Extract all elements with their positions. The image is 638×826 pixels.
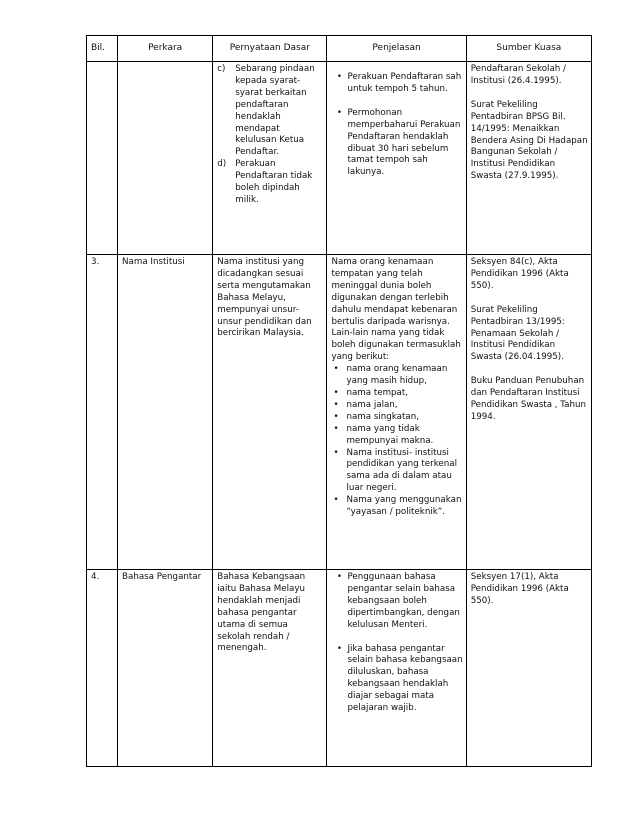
bullet-icon: • <box>333 411 339 422</box>
item-text: Nama institusi- institusi pendidikan yang terkenal sama ada di dalam atau luar negeri. <box>346 447 458 494</box>
cell-bil <box>87 62 118 255</box>
list-item <box>331 424 462 448</box>
cell-bil: 3. <box>87 255 118 570</box>
bullet-icon: • <box>333 423 339 434</box>
header-sumber-kuasa: Sumber Kuasa <box>466 36 591 62</box>
paragraph: Pendaftaran Sekolah / Institusi (26.4.1995). <box>470 64 566 86</box>
item-text: Permohonan memperbaharui Perakuan Pendaftaran hendaklah dibuat 30 hari sebelum tamat tempoh sah lakunya. <box>347 107 461 178</box>
cell-bil: 4. <box>87 570 118 767</box>
cell-sumber <box>466 255 591 570</box>
paragraph: Nama orang kenamaan tempatan yang telah meninggal dunia boleh digunakan dengan terlebih dahulu mendapat kebenaran bertulis daripada warisnya. Lain-lain nama yang tidak boleh digunakan termasuklah yang berikut: <box>331 257 461 363</box>
item-text: nama singkatan, <box>346 411 419 422</box>
list-item <box>331 572 462 632</box>
item-text: Perakuan Pendaftaran sah untuk tempoh 5 tahun. <box>347 72 462 94</box>
header-row <box>87 36 592 62</box>
bullet-icon: • <box>336 643 343 654</box>
bullet-icon: • <box>333 495 339 506</box>
paragraph: Surat Pekeliling Pentadbiran 13/1995: Penamaan Sekolah / Institusi Pendidikan Swasta (26.04.1995). <box>470 304 565 363</box>
cell-pernyataan <box>213 62 327 255</box>
bullet-list <box>331 364 462 519</box>
cell-penjelasan <box>327 62 466 255</box>
item-text: Nama yang menggunakan “yayasan / politeknik”. <box>346 495 462 518</box>
header-pernyataan-dasar: Pernyataan Dasar <box>213 36 327 62</box>
item-marker: c) <box>217 64 226 74</box>
policy-table <box>86 35 592 767</box>
item-text: Sebarang pindaan kepada syarat-syarat berkaitan pendaftaran hendaklah mendapat kelulusan Ketua Pendaftar. <box>235 64 315 158</box>
paragraph: Buku Panduan Penubuhan dan Pendaftaran Institusi Pendidikan Swasta , Tahun 1994. <box>470 376 587 422</box>
item-text: Jika bahasa pengantar selain bahasa kebangsaan diluluskan, bahasa kebangsaan hendaklah diajar sebagai mata pelajaran wajib. <box>347 643 463 714</box>
bullet-icon: • <box>333 364 339 375</box>
item-marker: d) <box>217 159 227 170</box>
item-text: nama orang kenamaan yang masih hidup, <box>346 364 448 387</box>
item-text: nama yang tidak mempunyai makna. <box>346 423 434 446</box>
list-item <box>331 72 462 96</box>
list-item <box>331 644 462 715</box>
bullet-list <box>331 572 462 715</box>
cell-sumber <box>466 62 591 255</box>
cell-perkara: Bahasa Pengantar <box>118 570 213 767</box>
item-text: nama jalan, <box>346 399 398 410</box>
list-item <box>331 448 462 496</box>
table-row <box>87 570 592 767</box>
bullet-icon: • <box>333 387 339 398</box>
list-item <box>331 400 462 412</box>
list-item <box>331 495 462 519</box>
paragraph: Seksyen 84(c), Akta Pendidikan 1996 (Akta 550). <box>470 257 569 291</box>
list-item <box>331 388 462 400</box>
cell-perkara: Nama Institusi <box>118 255 213 570</box>
table-row <box>87 255 592 570</box>
list-item <box>331 364 462 388</box>
cell-perkara <box>118 62 213 255</box>
item-text: Penggunaan bahasa pengantar selain bahasa kebangsaan boleh dipertimbangkan, dengan kelulusan Menteri. <box>347 572 460 630</box>
header-penjelasan: Penjelasan <box>327 36 466 62</box>
bullet-icon: • <box>333 399 339 410</box>
list-item <box>331 108 462 179</box>
bullet-icon: • <box>336 572 343 582</box>
table-row <box>87 62 592 255</box>
item-text: nama tempat, <box>346 387 409 398</box>
list-item <box>217 64 323 159</box>
item-text: Perakuan Pendaftaran tidak boleh dipindah milik. <box>235 159 313 205</box>
cell-sumber: Seksyen 17(1), Akta Pendidikan 1996 (Akta 550). <box>466 570 591 767</box>
bullet-icon: • <box>336 72 343 82</box>
cell-pernyataan: Bahasa Kebangsaan iaitu Bahasa Melayu hendaklah menjadi bahasa pengantar utama di semua sekolah rendah / menengah. <box>213 570 327 767</box>
list-item <box>217 159 323 207</box>
cell-penjelasan <box>327 255 466 570</box>
cell-penjelasan <box>327 570 466 767</box>
paragraph: Surat Pekeliling Pentadbiran BPSG Bil. 14/1995: Menaikkan Bendera Asing Di Hadapan Bangunan Sekolah / Institusi Pendidikan Swasta (27.9.1995). <box>470 99 588 182</box>
bullet-list <box>331 72 462 179</box>
header-perkara: Perkara <box>118 36 213 62</box>
bullet-icon: • <box>333 447 339 458</box>
bullet-icon: • <box>336 107 343 118</box>
list-item <box>331 412 462 424</box>
header-bil: Bil. <box>87 36 118 62</box>
cell-pernyataan: Nama institusi yang dicadangkan sesuai serta mengutamakan Bahasa Melayu, mempunyai unsur-unsur pendidikan dan bercirikan Malaysia. <box>213 255 327 570</box>
